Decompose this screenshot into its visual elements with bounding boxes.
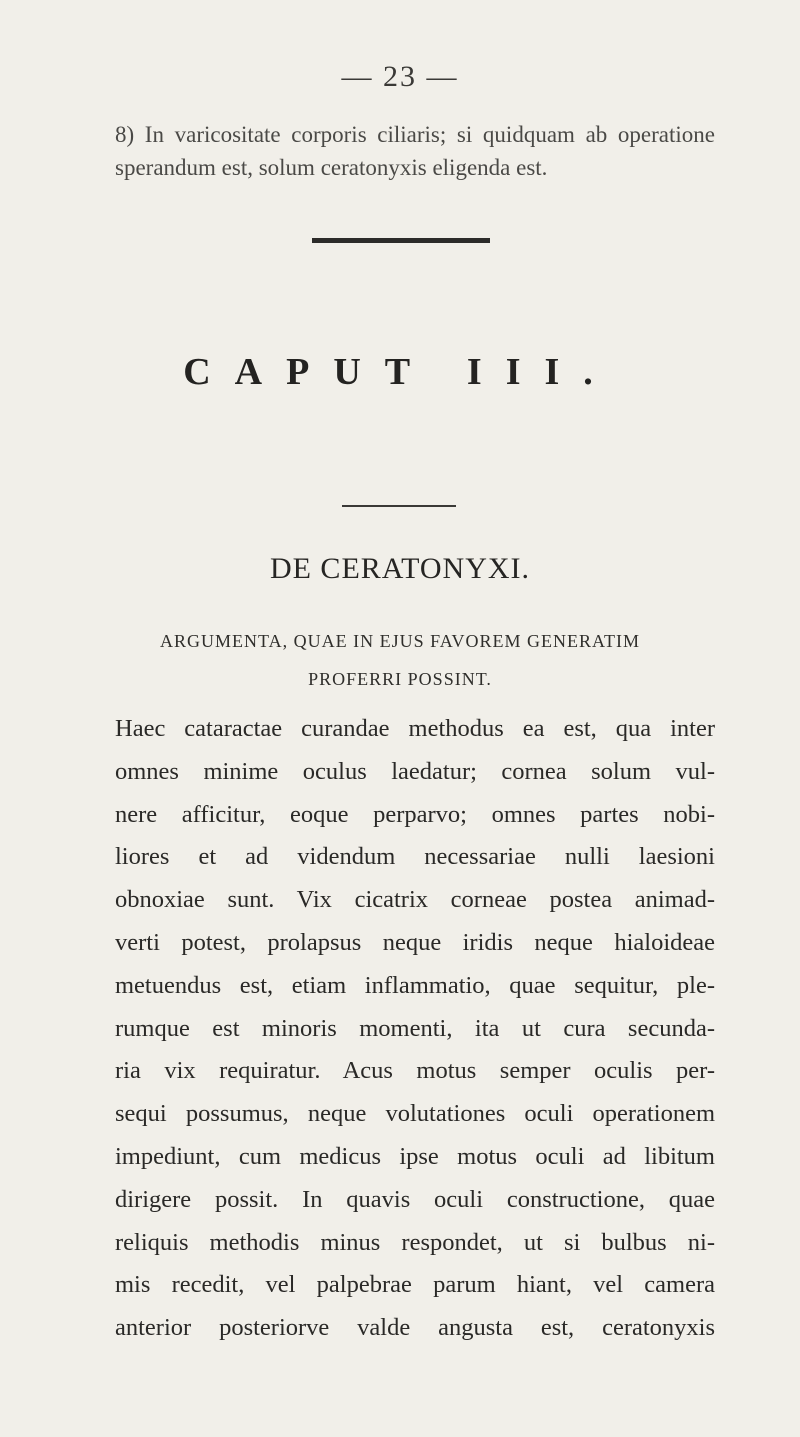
body-line: Haec cataractae curandae methodus ea est, qua inter [115, 715, 715, 742]
body-line: verti potest, prolapsus neque iridis neque hialoideae [115, 928, 715, 956]
body-paragraph [115, 708, 715, 1350]
subtitle-line: ARGUMENTA, QUAE IN EJUS FAVOREM GENERATIM [160, 631, 640, 651]
body-line: impediunt, cum medicus ipse motus oculi ad libitum [115, 1142, 715, 1170]
body-line: omnes minime oculus laedatur; cornea solum vul- [115, 757, 715, 785]
section-title: DE CERATONYXI. [269, 552, 531, 585]
body-line: obnoxiae sunt. Vix cicatrix corneae postea animad- [115, 886, 715, 914]
body-line: metuendus est, etiam inflammatio, quae sequitur, ple- [115, 971, 715, 999]
body-line: nere afficitur, eoque perparvo; omnes partes nobi- [115, 800, 715, 828]
body-line: rumque est minoris momenti, ita ut cura secunda- [115, 1014, 715, 1042]
body-line: reliquis methodis minus respondet, ut si bulbus ni- [115, 1228, 715, 1256]
page-number: — 23 — [341, 60, 459, 93]
body-line: liores et ad videndum necessariae nulli laesioni [115, 843, 715, 871]
chapter-heading: CAPUT III. [183, 351, 617, 393]
body-line: ria vix requiratur. Acus motus semper oculis per- [115, 1057, 715, 1085]
intro-paragraph-block [115, 118, 715, 184]
section-subtitle [130, 622, 670, 698]
body-line: dirigere possit. In quavis oculi constructione, quae [115, 1185, 715, 1213]
intro-paragraph: 8) In varicositate corporis ciliaris; si quidquam ab operatione sperandum est, solum ceratonyxis eligenda est. [115, 122, 715, 180]
ornamental-rule-thin [342, 505, 456, 507]
body-line: mis recedit, vel palpebrae parum hiant, vel camera [115, 1271, 715, 1299]
subtitle-line: PROFERRI POSSINT. [308, 669, 492, 689]
body-line: sequi possumus, neque volutationes oculi operationem [115, 1100, 715, 1128]
ornamental-rule-thick [312, 238, 490, 243]
body-line: anterior posteriorve valde angusta est, ceratonyxis [115, 1314, 715, 1342]
